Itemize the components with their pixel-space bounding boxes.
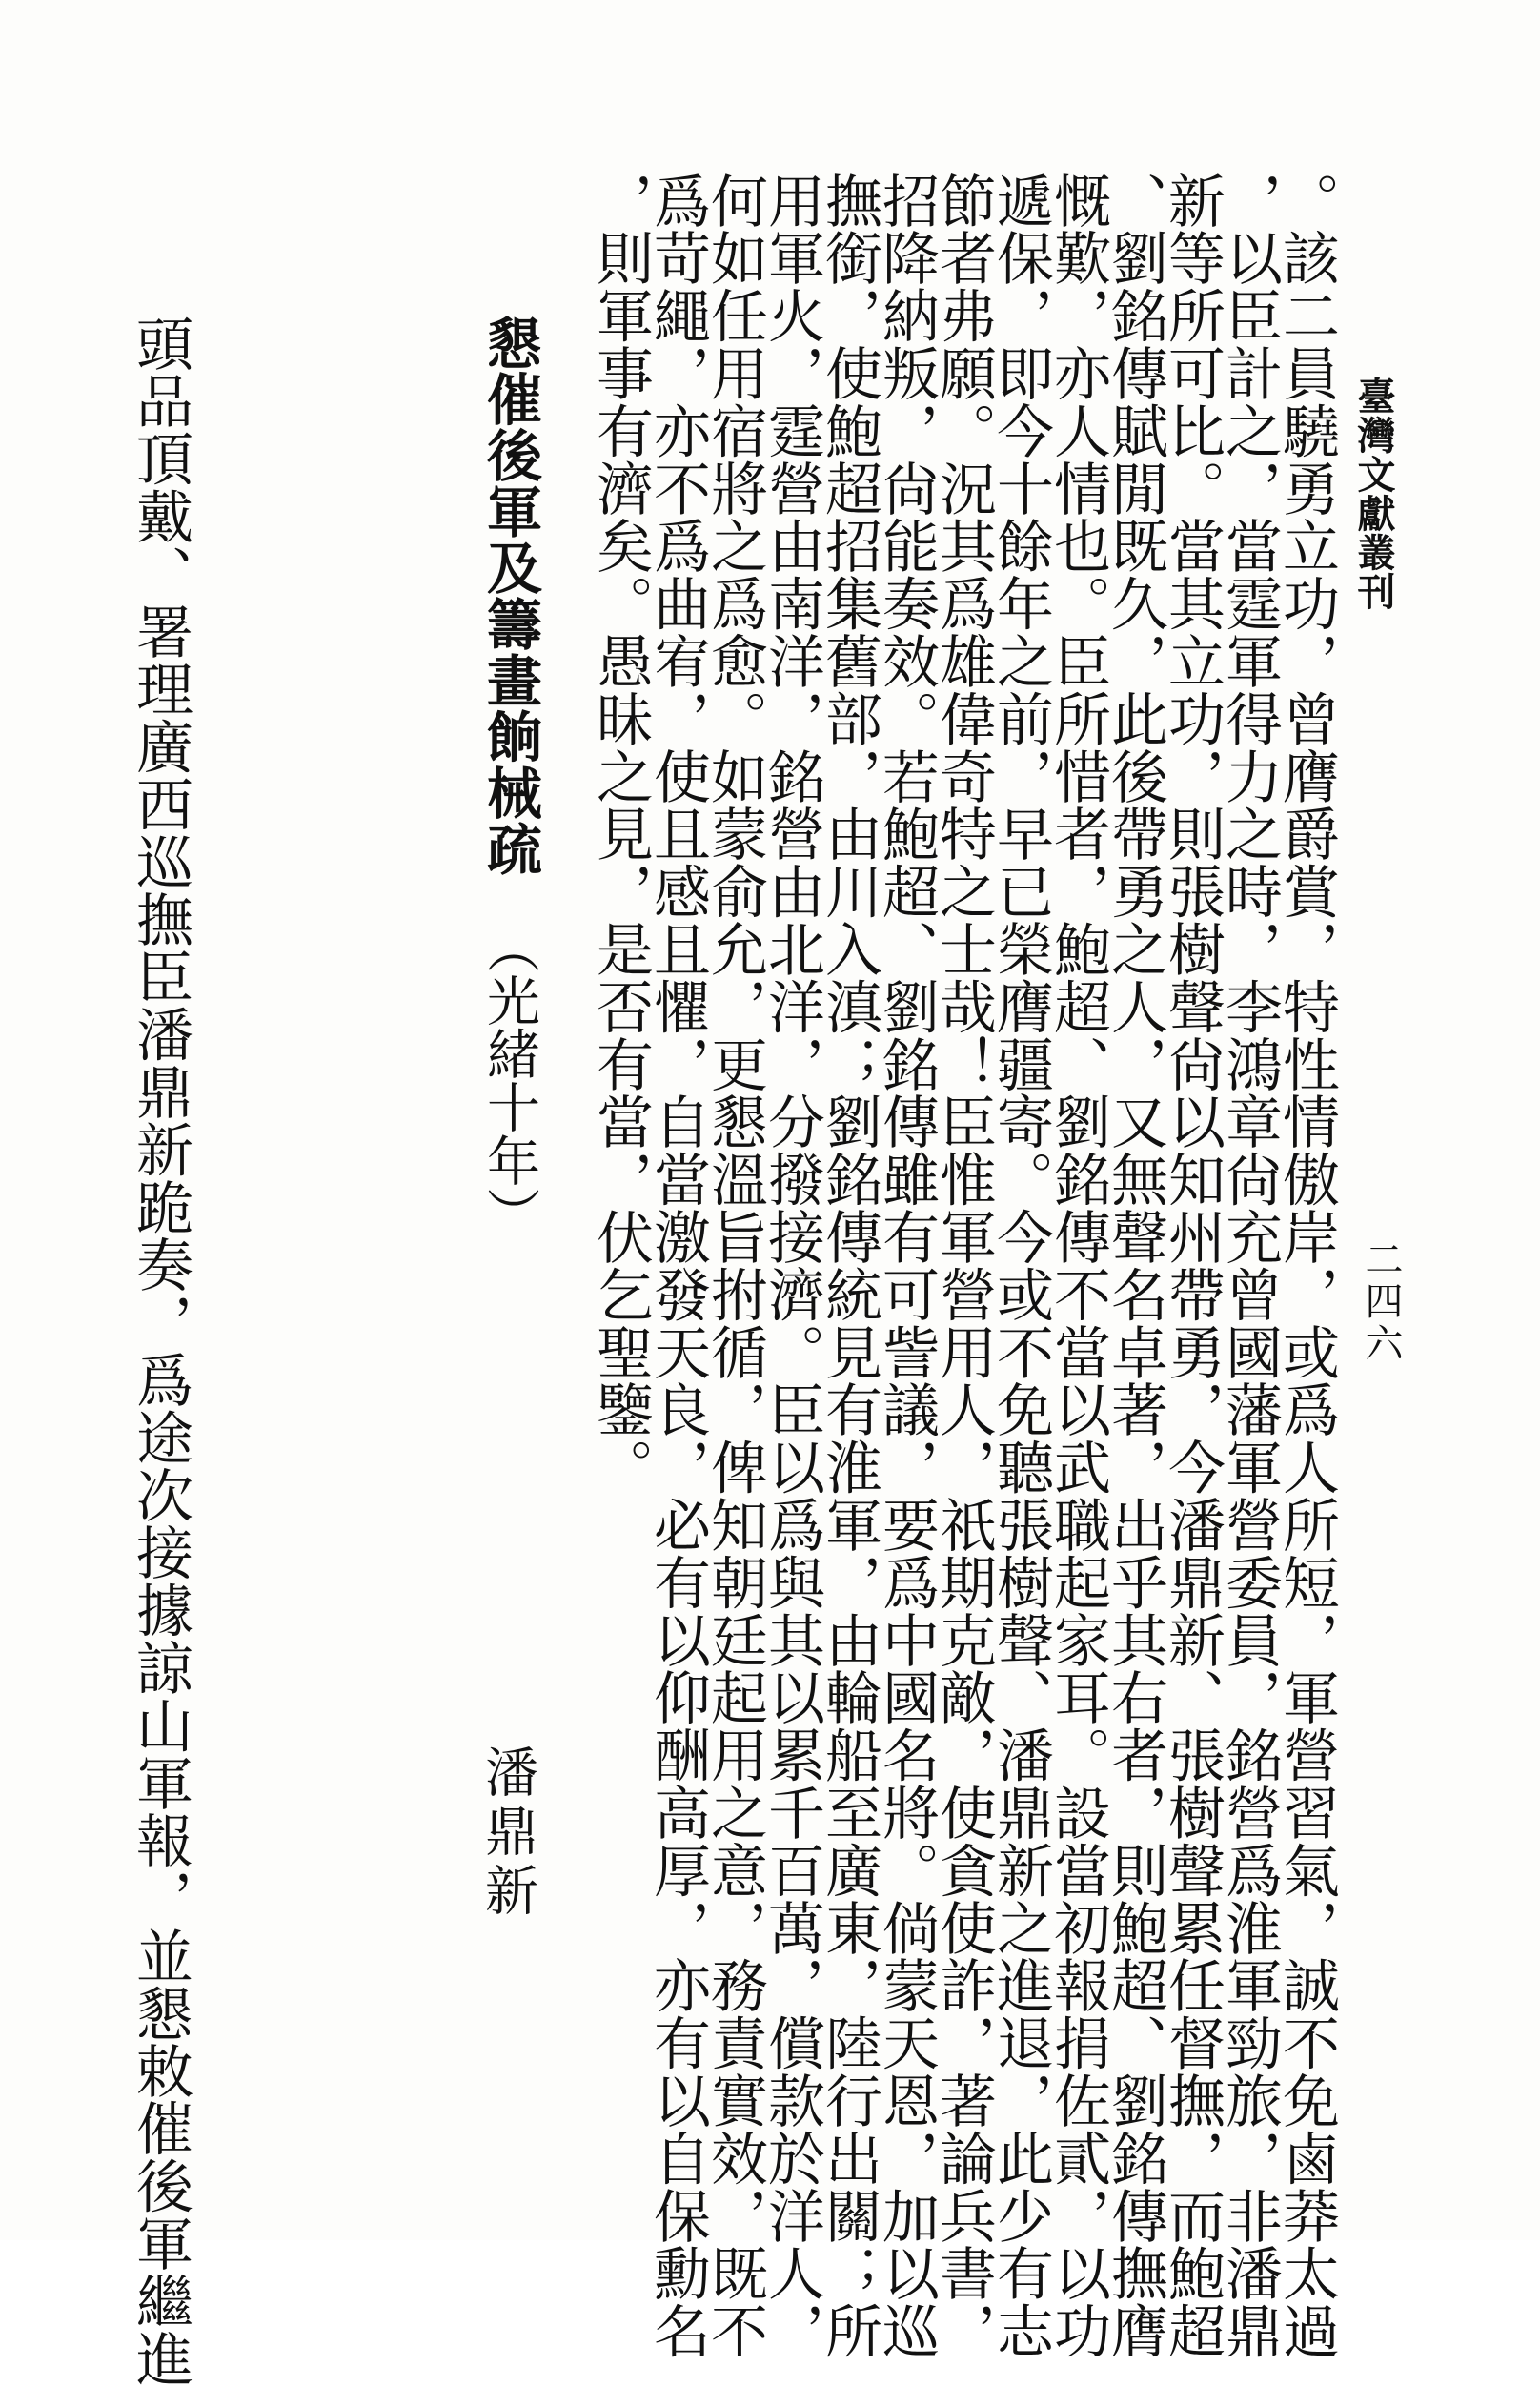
body-line: 爲苛繩，亦不爲曲宥，使且感且懼，自當激發天良，必有以仰酬高厚，亦有以自保勳名 <box>644 172 711 2360</box>
body-line: 。該二員驍勇立功，曾膺爵賞，特性情傲岸，或爲人所短，軍營習氣，誠不免鹵莽太過 <box>1273 172 1340 2360</box>
running-header-title: 臺灣文獻叢刊 <box>1351 377 1396 611</box>
body-line: 撫銜，使鮑超招集舊部，由川入滇；劉銘傳統見有淮軍，由輪船至廣東，陸行出關；所 <box>816 172 882 2360</box>
memorial-opening-line: 頭品頂戴、署理廣西巡撫臣潘鼎新跪奏，爲途次接據諒山軍報，並懇敕催後軍繼進 <box>127 315 193 2387</box>
memorial-author: 潘鼎新 <box>476 1744 538 1922</box>
body-line: ，以臣計之，當霆軍得力之時，李鴻章尙充曾國藩軍營委員，銘營爲淮軍勁旅，非潘鼎 <box>1216 172 1283 2360</box>
body-line: 、劉銘傳賦閒既久，此後帶勇之人，又無聲名卓著，出乎其右者，則鮑超、劉銘傳撫膺 <box>1102 172 1168 2360</box>
body-line: 招降納叛，尙能奏效。若鮑超、劉銘傳雖有可訾議，要爲中國名將。倘蒙天恩，加以巡 <box>873 172 940 2360</box>
body-line: 何如任用宿將之爲愈。如蒙俞允，更懇溫旨拊循，俾知朝廷起用之意，務責實效，既不 <box>701 172 768 2360</box>
body-line: 新等所可比。當其立功，則張樹聲尙以知州帶勇，今潘鼎新、張樹聲累任督撫，而鮑超 <box>1159 172 1226 2360</box>
body-line: 遞保，即今十餘年之前，早已榮膺疆寄。今或不免聽張樹聲、潘鼎新之進退，此少有志 <box>987 172 1054 2360</box>
memorial-title: 懇催後軍及籌畫餉械疏 <box>477 315 542 877</box>
page-number: 二四六 <box>1359 1239 1403 1365</box>
body-line: 慨歎，亦人情也。臣所惜者，鮑超、劉銘傳不當以武職起家耳。設當初報捐佐貳，以功 <box>1044 172 1111 2360</box>
body-line: 節者弗願。況其爲雄偉奇特之士哉！臣惟軍營用人，祇期克敵，使貪使詐，著論兵書， <box>930 172 997 2360</box>
memorial-date: （光緒十年） <box>478 920 540 1240</box>
body-line: 用軍火，霆營由南洋，銘營由北洋，分撥接濟。臣以爲與其以累千百萬，償款於洋人， <box>759 172 825 2360</box>
body-line: ，則軍事有濟矣。愚昧之見，是否有當，伏乞聖鑒。 <box>587 172 654 1497</box>
